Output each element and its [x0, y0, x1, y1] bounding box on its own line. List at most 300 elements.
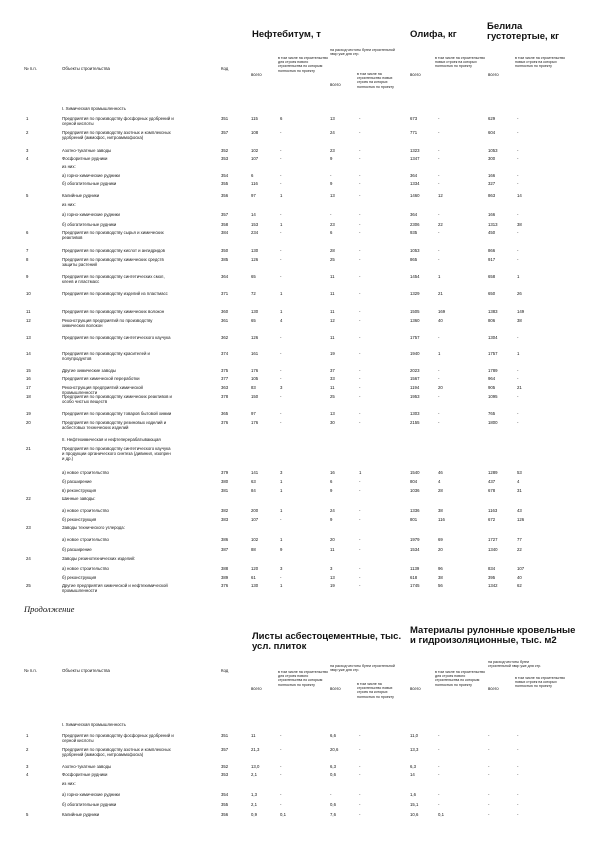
row-number: 7 — [26, 248, 29, 253]
cell-3: 30 — [330, 420, 335, 425]
row-code: 385 — [221, 257, 229, 262]
cell-8: 1 — [517, 274, 520, 279]
cell-3: 3 — [330, 566, 333, 571]
cell-3: 13 — [330, 116, 335, 121]
cell-8: - — [517, 368, 519, 373]
row-code: 384 — [221, 230, 229, 235]
cell-2: 1 — [280, 508, 283, 513]
group-header-bitum: Нефтебитум, т — [252, 29, 321, 40]
cell-4: - — [359, 733, 361, 738]
table-row — [0, 257, 595, 267]
cell-7: 672 — [488, 517, 496, 522]
cell-3: 11 — [330, 385, 335, 390]
col-header-bitum-incl-b: в том числе на строительство новых строек на которых полностью по проекту — [357, 72, 394, 89]
cell-8: - — [517, 376, 519, 381]
row-name: а) новое строительство — [62, 508, 109, 513]
table-row — [0, 792, 595, 797]
cell-2: - — [280, 257, 282, 262]
cell-5: 10,6 — [410, 812, 419, 817]
table-row — [0, 496, 595, 501]
row-name: б) реконструкция — [62, 517, 97, 522]
table-row — [0, 164, 595, 169]
group-header-belila: Белила густотертые, кг — [487, 21, 560, 42]
cell-6: 20 — [438, 547, 443, 552]
cell-6: 169 — [438, 309, 446, 314]
col-header-code: Код — [221, 66, 229, 71]
cell-8: 53 — [517, 470, 522, 475]
row-code: 371 — [221, 291, 229, 296]
table-row — [0, 411, 595, 416]
cell-5: 14 — [410, 772, 415, 777]
table-row — [0, 181, 595, 186]
row-name: Предприятия по производству химических реактивов и особо чистых веществ — [62, 394, 172, 404]
cell-4: - — [359, 479, 361, 484]
cell-1: 176 — [251, 420, 259, 425]
cell-5: 1347 — [410, 156, 420, 161]
cell-7: 1053 — [488, 148, 498, 153]
row-name: Другие предприятия химической и нефтехимической промышленности — [62, 583, 168, 593]
cell-8: - — [517, 764, 519, 769]
cell-3: 19 — [330, 351, 335, 356]
col-header-mat-vsego: всего — [410, 686, 421, 691]
cell-1: 126 — [251, 335, 259, 340]
row-name: Предприятия по производству азотных и комплексных удобрений (аммофос, нитроаммофоска) — [62, 130, 171, 140]
cell-7: 327 — [488, 181, 496, 186]
cell-8: 4 — [517, 479, 520, 484]
cell-1: 21,3 — [251, 747, 260, 752]
row-code: 358 — [221, 222, 229, 227]
cell-8: - — [517, 130, 519, 135]
cell-3: 11 — [330, 335, 335, 340]
cell-3: 6,3 — [330, 764, 336, 769]
col-header-listy-vsego: всего — [251, 686, 262, 691]
cell-6: - — [438, 230, 440, 235]
cell-6: 69 — [438, 537, 443, 542]
cell-4: - — [359, 547, 361, 552]
row-code: 388 — [221, 566, 229, 571]
row-code: 350 — [221, 248, 229, 253]
cell-7: - — [488, 802, 490, 807]
cell-1: 141 — [251, 470, 259, 475]
cell-8: - — [517, 248, 519, 253]
cell-8: - — [517, 792, 519, 797]
cell-6: 4 — [438, 479, 441, 484]
row-code: 364 — [221, 274, 229, 279]
table-row — [0, 351, 595, 361]
row-name: Предприятия по производству химических волокон — [62, 309, 165, 314]
row-name: Заводы технического углерода: — [62, 525, 125, 530]
cell-6: - — [438, 130, 440, 135]
cell-7: - — [488, 747, 490, 752]
row-number: 5 — [26, 193, 29, 198]
cell-5: 1505 — [410, 309, 420, 314]
cell-2: 6 — [280, 116, 283, 121]
cell-3: - — [330, 792, 332, 797]
cell-7: 1095 — [488, 394, 498, 399]
cell-4: - — [359, 802, 361, 807]
col-header-mat-incl-a: в том числе на строительство для строек нового строительства по которым полностью по проекту — [435, 670, 485, 687]
cell-2: - — [280, 747, 282, 752]
row-name: Предприятия по производству товаров бытовой химии — [62, 411, 172, 416]
table-row — [0, 446, 595, 461]
row-name: Азотно-тукатные заводы — [62, 148, 112, 153]
cell-4: - — [359, 394, 361, 399]
cell-6: 96 — [438, 566, 443, 571]
cell-2: - — [280, 764, 282, 769]
cell-5: 1336 — [410, 508, 420, 513]
row-code: 354 — [221, 792, 229, 797]
row-code: 386 — [221, 537, 229, 542]
cell-1: 130 — [251, 248, 259, 253]
cell-1: 105 — [251, 376, 259, 381]
cell-6: - — [438, 148, 440, 153]
row-number: 5 — [26, 812, 29, 817]
cell-3: 20 — [330, 537, 335, 542]
row-name: Предприятия по производству изделий из пластмасс — [62, 291, 168, 296]
cell-8: - — [517, 394, 519, 399]
cell-1: 116 — [251, 181, 258, 186]
cell-8: - — [517, 116, 519, 121]
row-name: а) горно-химические рудники — [62, 212, 120, 217]
cell-6: 38 — [438, 575, 443, 580]
cell-5: 801 — [410, 517, 418, 522]
row-code: 353 — [221, 772, 229, 777]
table-row — [0, 479, 595, 484]
cell-6: - — [438, 335, 440, 340]
cell-8: 77 — [517, 537, 522, 542]
cell-6: 20 — [438, 385, 443, 390]
cell-3: 23 — [330, 222, 335, 227]
col-header-belila-vsego: всего — [488, 72, 499, 77]
table-row — [0, 193, 595, 198]
row-code: 351 — [221, 733, 229, 738]
cell-1: 14 — [251, 212, 256, 217]
cell-1: 1,3 — [251, 792, 257, 797]
cell-1: 102 — [251, 537, 259, 542]
table-row — [0, 148, 595, 153]
cell-7: 1800 — [488, 420, 498, 425]
row-code: 352 — [221, 764, 229, 769]
group-header-listy: Листы асбестоцементные, тыс. усл. плиток — [252, 631, 402, 652]
row-name: Фосфоритные рудники — [62, 772, 108, 777]
section-heading: I. Химическая промышленность — [62, 722, 126, 727]
cell-7: 1163 — [488, 508, 498, 513]
table-row — [0, 556, 595, 561]
cell-5: 364 — [410, 173, 418, 178]
cell-5: 1454 — [410, 274, 420, 279]
cell-1: 65 — [251, 318, 256, 323]
row-code: 353 — [221, 156, 229, 161]
row-code: 379 — [221, 470, 229, 475]
row-code: 374 — [221, 351, 229, 356]
table-row — [0, 116, 595, 126]
cell-4: - — [359, 318, 361, 323]
cell-8: 43 — [517, 508, 522, 513]
cell-3: 25 — [330, 257, 335, 262]
cell-2: - — [280, 420, 282, 425]
row-code: 357 — [221, 747, 229, 752]
cell-3: 13 — [330, 575, 335, 580]
cell-7: 834 — [488, 566, 496, 571]
cell-1: 176 — [251, 368, 259, 373]
row-number: 24 — [26, 556, 31, 561]
row-number: 4 — [26, 772, 29, 777]
cell-8: - — [517, 747, 519, 752]
cell-2: - — [280, 351, 282, 356]
col-header-name: Объекты строительства — [62, 66, 110, 71]
cell-6: - — [438, 802, 440, 807]
cell-1: 130 — [251, 309, 259, 314]
cell-3: 11 — [330, 309, 335, 314]
cell-4: - — [359, 764, 361, 769]
row-name: а) горно-химические рудники — [62, 173, 120, 178]
row-name: б) обогатительные рудники — [62, 181, 117, 186]
cell-8: - — [517, 212, 519, 217]
cell-3: 6 — [330, 479, 333, 484]
cell-7: 905 — [488, 385, 496, 390]
cell-4: - — [359, 212, 361, 217]
cell-7: 1304 — [488, 335, 498, 340]
col-header-mat-rashod: на расход честоты бугеи строительной эвср уже для стр. — [488, 660, 542, 669]
cell-4: - — [359, 566, 361, 571]
col-header-no: № п.п. — [24, 668, 37, 673]
row-name: Предприятия по производству синтетического каучука — [62, 335, 171, 340]
cell-6: - — [438, 420, 440, 425]
cell-7: 437 — [488, 479, 496, 484]
cell-8: - — [517, 335, 519, 340]
cell-8: 149 — [517, 309, 525, 314]
row-name: Заводы резинотехнических изделий: — [62, 556, 136, 561]
row-number: 1 — [26, 116, 29, 121]
row-code: 381 — [221, 488, 229, 493]
cell-6: 116 — [438, 517, 445, 522]
cell-8: - — [517, 772, 519, 777]
row-number: 3 — [26, 764, 29, 769]
row-code: 365 — [221, 411, 229, 416]
row-code: 375 — [221, 368, 229, 373]
cell-1: 153 — [251, 222, 259, 227]
cell-1: 107 — [251, 156, 259, 161]
cell-5: 935 — [410, 230, 418, 235]
row-code: 387 — [221, 547, 229, 552]
section-heading: I. Химическая промышленность — [62, 106, 126, 111]
cell-4: - — [359, 130, 361, 135]
cell-6: 38 — [438, 508, 443, 513]
cell-1: 6 — [251, 173, 254, 178]
row-code: 355 — [221, 181, 229, 186]
cell-3: 9 — [330, 181, 333, 186]
row-name: Другие химические заводы — [62, 368, 116, 373]
cell-7: - — [488, 792, 490, 797]
cell-2: 1 — [280, 488, 283, 493]
table-row — [0, 420, 595, 430]
row-number: 2 — [26, 747, 29, 752]
cell-6: - — [438, 394, 440, 399]
cell-6: 12 — [438, 193, 443, 198]
cell-5: 771 — [410, 130, 418, 135]
row-number: 9 — [26, 274, 29, 279]
table-row — [0, 781, 595, 786]
cell-2: 1 — [280, 193, 283, 198]
col-header-bitum-rashod: на расход честоты бугеи строительной эвср уже для стр. — [330, 48, 395, 57]
row-name: Предприятия по производству фосфорных удобрений и серной кислоты — [62, 116, 174, 126]
table-row — [0, 394, 595, 404]
cell-5: 1567 — [410, 376, 420, 381]
cell-2: - — [280, 733, 282, 738]
table-row — [0, 733, 595, 743]
cell-2: - — [280, 376, 282, 381]
row-code: 356 — [221, 812, 229, 817]
row-name: а) новое строительство — [62, 470, 109, 475]
cell-7: 166 — [488, 212, 496, 217]
cell-2: - — [280, 411, 282, 416]
cell-4: - — [359, 156, 361, 161]
cell-6: 46 — [438, 470, 443, 475]
cell-2: - — [280, 130, 282, 135]
cell-6: - — [438, 733, 440, 738]
cell-2: 9 — [280, 547, 283, 552]
cell-6: 21 — [438, 291, 443, 296]
table-row — [0, 747, 595, 757]
cell-5: 1323 — [410, 148, 420, 153]
row-number: 22 — [26, 496, 31, 501]
table-row — [0, 202, 595, 207]
cell-8: - — [517, 411, 519, 416]
cell-6: - — [438, 156, 440, 161]
row-name: Калийные рудники — [62, 193, 100, 198]
cell-6: - — [438, 376, 440, 381]
row-name: Предприятия по производству кислот и ангидридов — [62, 248, 165, 253]
cell-3: 37 — [330, 368, 335, 373]
cell-5: 2023 — [410, 368, 420, 373]
cell-1: 150 — [251, 394, 259, 399]
cell-2: - — [280, 181, 282, 186]
cell-8: 126 — [517, 517, 525, 522]
row-name: б) обогатительные рудники — [62, 222, 117, 227]
cell-1: 102 — [251, 148, 259, 153]
table-row — [0, 575, 595, 580]
cell-1: 107 — [251, 517, 259, 522]
cell-2: 3 — [280, 566, 283, 571]
cell-3: 0,6 — [330, 772, 336, 777]
cell-3: 9 — [330, 517, 333, 522]
row-number: 21 — [26, 446, 31, 451]
cell-5: 1979 — [410, 537, 420, 542]
cell-4: - — [359, 116, 361, 121]
cell-1: 0,9 — [251, 812, 257, 817]
cell-2: - — [280, 212, 282, 217]
cell-3: 23 — [330, 148, 335, 153]
row-name: а) новое строительство — [62, 566, 109, 571]
cell-8: 1 — [517, 351, 520, 356]
row-code: 378 — [221, 394, 229, 399]
cell-6: - — [438, 181, 440, 186]
cell-3: 13 — [330, 411, 335, 416]
cell-1: 13,0 — [251, 764, 260, 769]
cell-5: 2306 — [410, 222, 420, 227]
cell-5: 865 — [410, 257, 418, 262]
row-number: 14 — [26, 351, 31, 356]
cell-2: - — [280, 517, 282, 522]
table-row — [0, 470, 595, 475]
table-row — [0, 335, 595, 340]
cell-4: - — [359, 193, 361, 198]
cell-5: 1534 — [410, 547, 420, 552]
table-row — [0, 772, 595, 777]
cell-4: - — [359, 517, 361, 522]
cell-7: 166 — [488, 173, 496, 178]
table-row — [0, 291, 595, 296]
cell-5: 618 — [410, 575, 418, 580]
table-row — [0, 488, 595, 493]
cell-3: 6 — [330, 230, 333, 235]
cell-4: - — [359, 792, 361, 797]
cell-8: - — [517, 812, 519, 817]
table-row — [0, 566, 595, 571]
cell-1: 108 — [251, 130, 259, 135]
row-code: 363 — [221, 385, 229, 390]
cell-1: 97 — [251, 411, 256, 416]
row-code: 383 — [221, 517, 229, 522]
row-name: а) новое строительство — [62, 537, 109, 542]
row-name: б) расширение — [62, 479, 92, 484]
cell-5: 11,0 — [410, 733, 419, 738]
row-code: 377 — [221, 376, 229, 381]
row-number: 18 — [26, 394, 31, 399]
table-row — [0, 274, 595, 284]
cell-1: 84 — [251, 488, 256, 493]
cell-6: - — [438, 764, 440, 769]
cell-3: 6,6 — [330, 733, 336, 738]
col-header-no: № п.п. — [24, 66, 37, 71]
row-name: из них: — [62, 164, 76, 169]
cell-8: 31 — [517, 488, 522, 493]
row-number: 3 — [26, 148, 29, 153]
cell-5: 1194 — [410, 385, 420, 390]
row-code: 389 — [221, 575, 229, 580]
row-number: 15 — [26, 368, 31, 373]
row-name: Предприятия по производству азотных и комплексных удобрений (аммофос, нитроаммофоска) — [62, 747, 171, 757]
row-name: Предприятия химической переработки — [62, 376, 140, 381]
cell-5: 1036 — [410, 488, 420, 493]
cell-6: - — [438, 772, 440, 777]
cell-1: 120 — [251, 566, 259, 571]
row-code: 355 — [221, 802, 229, 807]
cell-6: - — [438, 411, 440, 416]
cell-5: 15,1 — [410, 802, 419, 807]
cell-2: 1 — [280, 537, 283, 542]
row-code: 357 — [221, 130, 229, 135]
cell-5: 364 — [410, 212, 418, 217]
cell-2: - — [280, 230, 282, 235]
cell-7: - — [488, 812, 490, 817]
cell-5: 1757 — [410, 335, 420, 340]
cell-1: 2,1 — [251, 802, 257, 807]
cell-4: - — [359, 385, 361, 390]
cell-1: 161 — [251, 351, 259, 356]
table-row — [0, 248, 595, 253]
cell-8: 38 — [517, 318, 522, 323]
cell-5: 1329 — [410, 291, 420, 296]
cell-7: 765 — [488, 411, 496, 416]
cell-7: 1313 — [488, 222, 498, 227]
table-row — [0, 156, 595, 161]
cell-6: - — [438, 212, 440, 217]
cell-6: - — [438, 173, 440, 178]
cell-1: 2,1 — [251, 772, 257, 777]
col-header-bitum-vsego: всего — [251, 72, 262, 77]
cell-4: - — [359, 148, 361, 153]
